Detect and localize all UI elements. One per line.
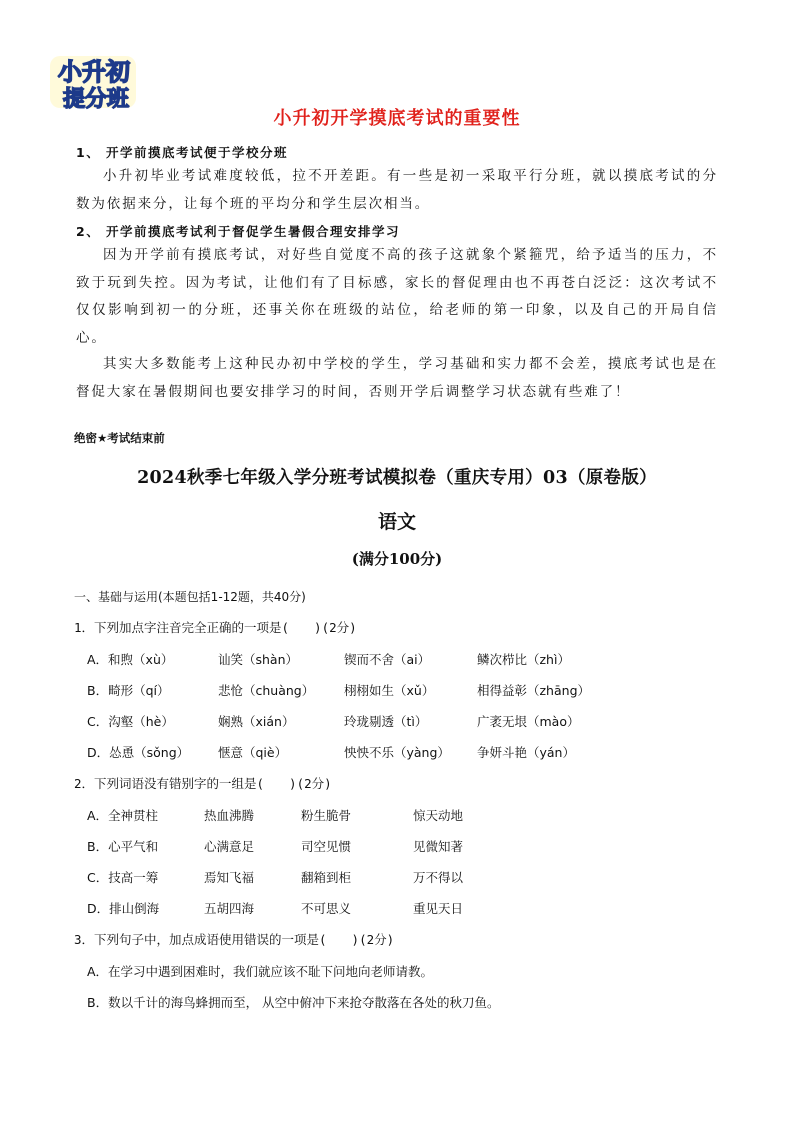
option-cell: C．技高一筹 [87, 870, 159, 885]
option-cell: 相得益彰（zhāng） [477, 683, 591, 698]
option-cell: 娴熟（xián） [218, 714, 295, 729]
section-heading-1: 1、 开学前摸底考试便于学校分班 [76, 145, 289, 160]
option-cell: 惊天动地 [413, 808, 464, 823]
section-heading-2: 2、 开学前摸底考试利于督促学生暑假合理安排学习 [76, 224, 401, 239]
option-cell: 司空见惯 [301, 839, 352, 854]
part-heading: 一、基础与运用(本题包括1-12题，共40分) [74, 590, 306, 604]
confidential-label: 绝密★考试结束前 [74, 431, 165, 445]
question-1-option-row [87, 650, 687, 672]
option-cell: 鳞次栉比（zhì） [477, 652, 570, 667]
question-3-stem: 3．下列句子中，加点成语使用错误的一项是( )(2分) [74, 932, 395, 947]
option-cell: 焉知飞福 [204, 870, 255, 885]
question-3-option-b: B．数以千计的海鸟蜂拥而至， 从空中俯冲下来抢夺散落在各处的秋刀鱼。 [87, 995, 500, 1010]
question-2-option-row [87, 899, 587, 921]
option-cell: B．畸形（qí） [87, 683, 170, 698]
option-cell: 争妍斗艳（yán） [477, 745, 575, 760]
logo-text-bottom: 提分班 [62, 87, 130, 112]
subject-title: 语文 [377, 511, 416, 533]
option-cell: 万不得以 [413, 870, 464, 885]
question-3-option-a: A．在学习中遇到困难时，我们就应该不耻下问地向老师请教。 [87, 964, 434, 979]
option-cell: 玲珑剔透（tì） [344, 714, 428, 729]
option-cell: 不可思义 [301, 901, 352, 916]
logo-text-top: 小升初 [58, 58, 130, 86]
full-score: (满分100分) [351, 550, 443, 568]
option-cell: D．排山倒海 [87, 901, 160, 916]
option-cell: 栩栩如生（xǔ） [344, 683, 435, 698]
question-2-option-row [87, 837, 587, 859]
question-2-option-row [87, 868, 587, 890]
option-cell: 怏怏不乐（yàng） [344, 745, 450, 760]
question-1-option-row [87, 712, 687, 734]
option-cell: 见微知著 [413, 839, 464, 854]
intro-title: 小升初开学摸底考试的重要性 [273, 108, 521, 129]
exam-title: 2024秋季七年级入学分班考试模拟卷（重庆专用）03（原卷版） [137, 468, 657, 488]
option-cell: 翻箱到柜 [301, 870, 352, 885]
option-cell: A．和煦（xù） [87, 652, 174, 667]
option-cell: 惬意（qiè） [218, 745, 288, 760]
option-cell: 悲怆（chuàng） [218, 683, 315, 698]
option-cell: 心满意足 [204, 839, 255, 854]
option-cell: D．怂恿（sǒng） [87, 745, 190, 760]
question-1-stem: 1．下列加点字注音完全正确的一项是( )(2分) [74, 620, 357, 635]
option-cell: 讪笑（shàn） [218, 652, 299, 667]
section-paragraph-3: 其实大多数能考上这种民办初中学校的学生，学习基础和实力都不会差，摸底考试也是在督促大家在暑假期间也要安排学习的时间，否则开学后调整学习状态就有些难了！ [76, 356, 718, 400]
question-2-stem: 2．下列词语没有错别字的一组是( )(2分) [74, 776, 332, 791]
section-paragraph-2: 因为开学前有摸底考试，对好些自觉度不高的孩子这就象个紧箍咒，给予适当的压力，不致于玩到失控。因为考试，让他们有了目标感，家长的督促理由也不再苍白泛泛：这次考试不仅仅影响到初一的分班，还事关你在班级的站位，给老师的第一印象，以及自己的开局自信心。 [76, 247, 718, 346]
option-cell: 重见天日 [413, 901, 464, 916]
option-cell: 粉生脆骨 [301, 808, 352, 823]
option-cell: 锲而不舍（ai） [344, 652, 431, 667]
option-cell: B．心平气和 [87, 839, 159, 854]
option-cell: A．全神贯柱 [87, 808, 159, 823]
question-2-option-row [87, 806, 587, 828]
option-cell: 热血沸腾 [204, 808, 255, 823]
option-cell: C．沟壑（hè） [87, 714, 174, 729]
question-1-option-row [87, 681, 687, 703]
option-cell: 广袤无垠（mào） [477, 714, 580, 729]
section-paragraph-1: 小升初毕业考试难度较低，拉不开差距。有一些是初一采取平行分班，就以摸底考试的分数为依据来分，让每个班的平均分和学生层次相当。 [76, 168, 718, 212]
option-cell: 五胡四海 [204, 901, 255, 916]
question-1-option-row [87, 743, 687, 765]
